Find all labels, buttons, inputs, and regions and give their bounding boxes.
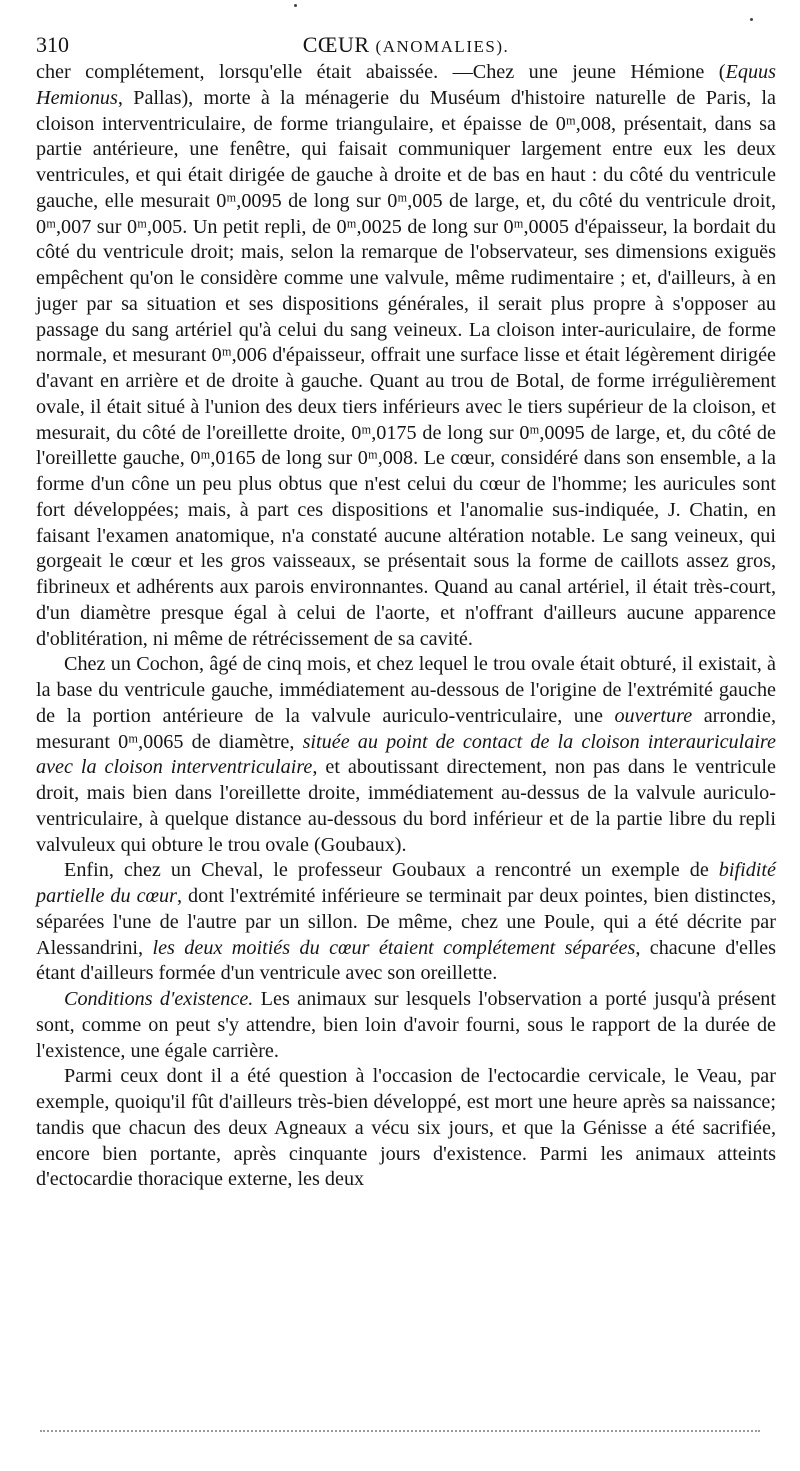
running-title-subtitle: (ANOMALIES). [375,37,510,56]
book-page [36,22,776,1193]
italic-text: les deux moitiés du cœur étaient complétement séparées [152,936,636,959]
text-run: Parmi ceux dont il a été question à l'occasion de l'ectocardie cervicale, le Veau, par exemple, quoiqu'il fût d'ailleurs très-bien développé, est mort une heure après sa naissance; tandis que chacun des deux Agneaux a vécu six jours, et que la Génisse a été sacrifiée, encore bien portante, après cinquante jours d'existence. Parmi les animaux atteints d'ectocardie thoracique externe, les deux [36,1065,776,1191]
text-run: Chez un Cochon, âgé de cinq mois, et chez lequel le trou ovale était obturé, il existait, à la base du ventricule gauche, immédiatement au-dessous de l'origine de l'extrémité gauche de la portion antérieure de la valvule auriculo-ventriculaire, une [36,653,776,727]
text-run: Les animaux sur lesquels l'observation a porté jusqu'à présent sont, comme on peut s'y attendre, bien loin d'avoir fourni, sous le rapport de la durée de l'existence, une égale carrière. [36,988,776,1062]
paragraph [36,652,776,858]
running-title-main: CŒUR [302,32,370,57]
italic-text: située au point de contact de la cloison interauriculaire avec la cloison interventriculaire [36,730,776,779]
page-number: 310 [36,32,69,57]
print-speck [294,4,297,7]
running-title [36,26,776,66]
text-run: , et aboutissant directement, non pas dans le ventricule droit, mais bien dans l'oreillette droite, immédiatement au-dessus de la valvule auriculo-ventriculaire, à quelque distance au-dessous du bord inférieur et de la partie libre du repli valvuleux qui obture le trou ovale (Goubaux). [36,756,776,856]
paragraph [36,60,776,652]
italic-text: bifidité partielle du cœur [36,859,776,907]
paragraph [36,1064,776,1193]
text-run: Enfin, chez un Cheval, le professeur Goubaux a rencontré un exemple de [64,859,719,882]
body-text [36,60,776,1193]
running-head [36,22,776,60]
paragraph [36,987,776,1064]
text-run: , chacune d'elles étant d'ailleurs formée d'un ventricule avec son oreillette. [36,936,776,985]
text-run: , dont l'extrémité inférieure se terminait par deux pointes, bien distinctes, séparées l'une de l'autre par un sillon. De même, chez une Poule, qui a été décrite par Alessandrini, [36,885,776,959]
text-run: cher complétement, lorsqu'elle était abaissée. —Chez une jeune Hémione ( [36,61,726,83]
text-run: arrondie, mesurant 0ᵐ,0065 de diamètre, [36,704,776,753]
paragraph [36,858,776,987]
text-run: , Pallas), morte à la ménagerie du Muséum d'histoire naturelle de Paris, la cloison interventriculaire, de forme triangulaire, et épaisse de 0ᵐ,008, présentait, dans sa partie antérieure, une fenêtre, qui faisait communiquer largement entre eux les deux ventricules, et qui était dirigée de gauche à droite et de bas en haut : du côté du ventricule gauche, elle mesurait 0ᵐ,0095 de long sur 0ᵐ,005 de large, et, du côté du ventricule droit, 0ᵐ,007 sur 0ᵐ,005. Un petit repli, de 0ᵐ,0025 de long sur 0ᵐ,0005 d'épaisseur, la bordait du côté du ventricule droit; mais, selon la remarque de l'observateur, ses dimensions exiguës empêchent qu'on le considère comme une valvule, même rudimentaire ; et, d'ailleurs, à en juger par sa situation et ses dispositions générales, il serait plus propre à s'opposer au passage du sang artériel qu'à celui du sang veineux. La cloison inter-auriculaire, de forme normale, et mesurant 0ᵐ,006 d'épaisseur, offrait une surface lisse et était légèrement dirigée d'avant en arrière et de droite à gauche. Quant au trou de Botal, de forme irrégulièrement ovale, il était situé à l'union des deux tiers inférieurs avec le tiers supérieur de la cloison, et mesurait, du côté de l'oreillette droite, 0ᵐ,0175 de long sur 0ᵐ,0095 de large, et, du côté de l'oreillette gauche, 0ᵐ,0165 de long sur 0ᵐ,008. Le cœur, considéré dans son ensemble, a la forme d'un cône un peu plus obtus que n'est celui du cœur de l'homme; les auricules sont fort développées; mais, à part ces dispositions et l'anomalie sus-indiquée, J. Chatin, en faisant l'examen anatomique, n'a constaté aucune altération notable. Le sang veineux, qui gorgeait le cœur et les gros vaisseaux, se présentait sous la forme de caillots assez gros, fibrineux et adhérents aux parois environnantes. Quand au canal artériel, il était très-court, d'un diamètre presque égal à celui de l'aorte, et n'offrant d'ailleurs aucune apparence d'oblitération, ni même de rétrécissement de sa cavité. [36,86,776,650]
italic-text: Equus Hemionus [36,61,776,109]
italic-text: ouverture [614,704,693,727]
print-speck [750,18,753,21]
footer-dotted-rule [40,1430,760,1432]
italic-text: Conditions d'existence. [64,988,254,1010]
